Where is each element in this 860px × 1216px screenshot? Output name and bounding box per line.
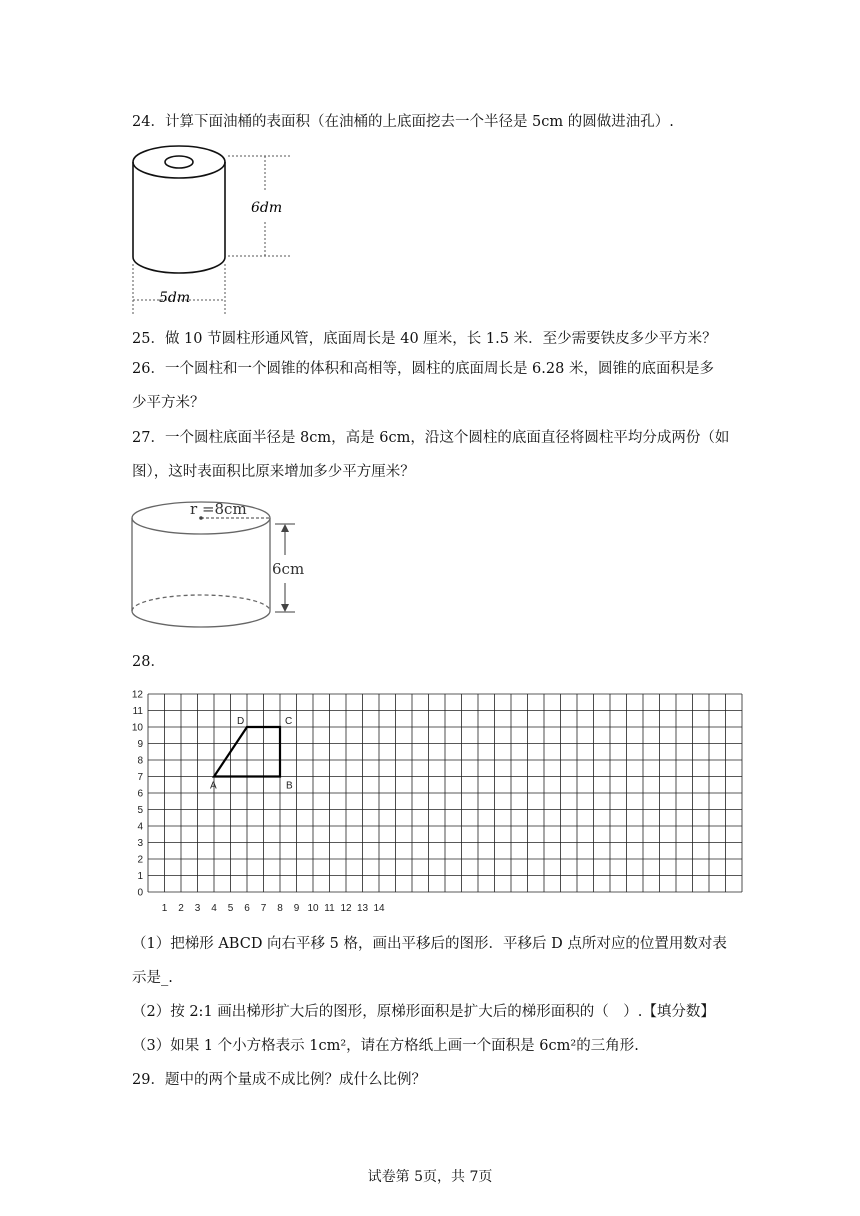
x-tick-label: 12 bbox=[340, 903, 352, 914]
y-tick-label: 7 bbox=[137, 772, 143, 783]
question-25: 25．做 10 节圆柱形通风管，底面周长是 40 厘米，长 1.5 米．至少需要铁皮多少平方米？ bbox=[132, 331, 717, 347]
x-tick-label: 9 bbox=[293, 903, 300, 914]
vertex-label-b: B bbox=[286, 780, 293, 792]
question-28: 28． bbox=[132, 654, 165, 670]
x-tick-label: 8 bbox=[277, 903, 283, 914]
y-tick-label: 8 bbox=[137, 755, 143, 767]
question-28-part3: （3）如果 1 个小方格表示 1cm²，请在方格纸上画一个面积是 6cm²的三角形. bbox=[132, 1038, 639, 1054]
vertex-label-a: A bbox=[210, 780, 217, 792]
y-tick-label: 2 bbox=[137, 854, 143, 866]
y-tick-label: 9 bbox=[137, 739, 143, 750]
vertex-label-d: D bbox=[237, 716, 245, 727]
cylinder-radius-label: r =8cm bbox=[190, 500, 247, 518]
x-tick-label: 6 bbox=[244, 903, 250, 914]
x-axis-tick-labels bbox=[162, 903, 385, 914]
x-tick-label: 5 bbox=[227, 903, 234, 914]
y-tick-label: 6 bbox=[137, 788, 143, 800]
grid-figure bbox=[120, 685, 720, 915]
question-28-part1-line2: 示是_. bbox=[132, 970, 173, 986]
question-27-line2: 图），这时表面积比原来增加多少平方厘米？ bbox=[132, 464, 415, 480]
x-tick-label: 4 bbox=[211, 903, 217, 914]
cylinder-height-label: 6cm bbox=[272, 560, 305, 578]
oil-drum-figure bbox=[130, 142, 330, 317]
x-tick-label: 10 bbox=[307, 903, 319, 914]
question-28-part2: （2）按 2:1 画出梯形扩大后的图形，原梯形面积是扩大后的梯形面积的（ ）.【填分数】 bbox=[132, 1004, 715, 1020]
y-tick-label: 4 bbox=[137, 821, 143, 833]
drum-height-label: 6dm bbox=[251, 200, 283, 216]
x-tick-label: 11 bbox=[324, 903, 335, 914]
x-tick-label: 14 bbox=[373, 903, 385, 914]
x-tick-label: 2 bbox=[178, 903, 184, 914]
y-tick-label: 3 bbox=[137, 838, 143, 849]
drum-diameter-label: 5dm bbox=[159, 290, 191, 306]
question-28-part1-line1: （1）把梯形 ABCD 向右平移 5 格，画出平移后的图形．平移后 D 点所对应的位置用数对表 bbox=[132, 936, 727, 952]
y-tick-label: 1 bbox=[137, 871, 143, 882]
question-26-line1: 26．一个圆柱和一个圆锥的体积和高相等，圆柱的底面周长是 6.28 米，圆锥的底面积是多 bbox=[132, 361, 714, 377]
x-tick-label: 3 bbox=[194, 903, 201, 914]
question-24: 24．计算下面油桶的表面积（在油桶的上底面挖去一个半径是 5cm 的圆做进油孔）. bbox=[132, 114, 674, 130]
page-footer: 试卷第 5页，共 7页 bbox=[367, 1169, 493, 1185]
x-tick-label: 13 bbox=[356, 903, 369, 914]
x-tick-label: 1 bbox=[161, 903, 168, 914]
y-tick-label: 11 bbox=[132, 706, 143, 717]
question-29: 29．题中的两个量成不成比例？成什么比例？ bbox=[132, 1072, 426, 1088]
y-tick-label: 0 bbox=[137, 887, 143, 899]
question-27-line1: 27．一个圆柱底面半径是 8cm，高是 6cm，沿这个圆柱的底面直径将圆柱平均分成两份（如 bbox=[132, 430, 730, 446]
x-tick-label: 7 bbox=[260, 903, 267, 914]
cylinder-figure bbox=[130, 497, 320, 637]
y-tick-label: 5 bbox=[137, 805, 143, 816]
vertex-label-c: C bbox=[285, 716, 293, 727]
y-axis-tick-labels bbox=[132, 690, 144, 899]
y-tick-label: 12 bbox=[131, 689, 143, 701]
y-tick-label: 10 bbox=[131, 722, 143, 734]
question-26-line2: 少平方米？ bbox=[132, 395, 205, 411]
